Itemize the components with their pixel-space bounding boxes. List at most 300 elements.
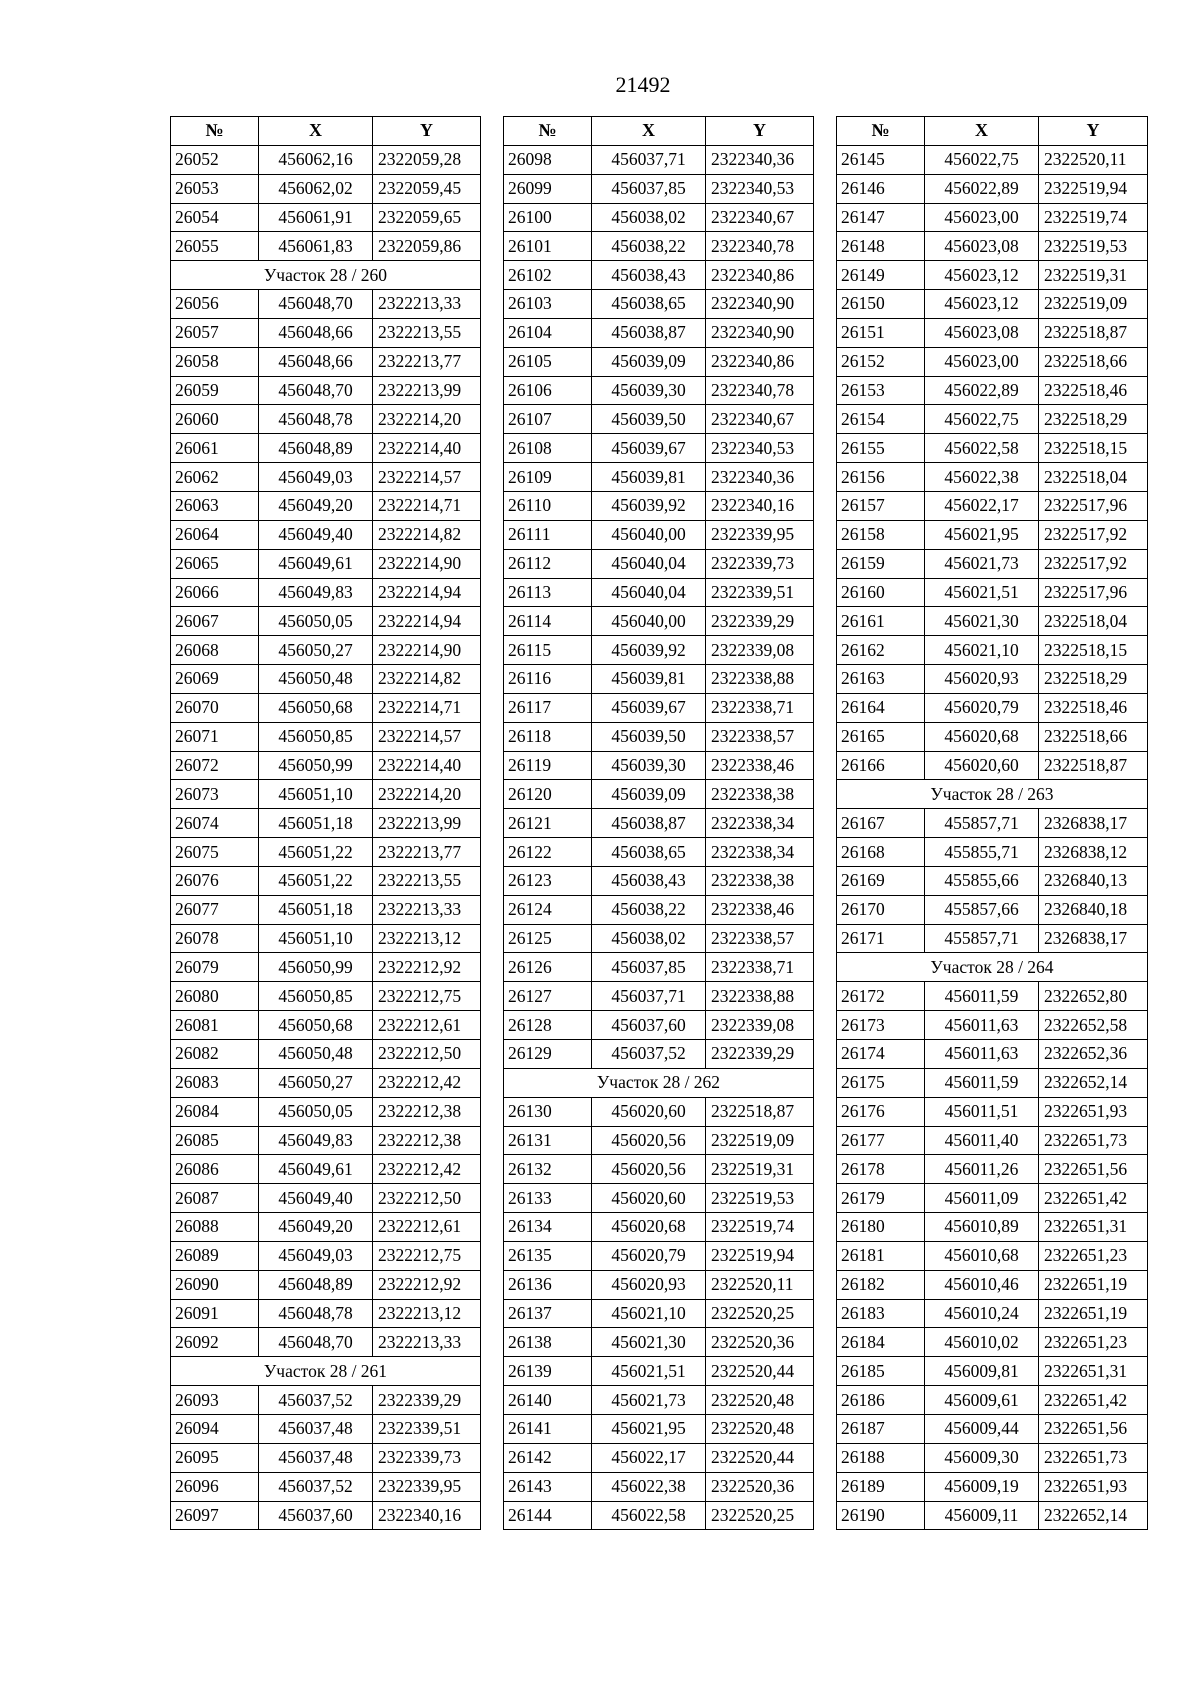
- y-coordinate: 2322339,73: [373, 1443, 481, 1472]
- table-row: [504, 434, 814, 463]
- y-coordinate: 2322519,94: [1039, 174, 1148, 203]
- point-number: 26126: [504, 953, 592, 982]
- point-number: 26076: [171, 866, 259, 895]
- y-coordinate: 2322520,25: [706, 1501, 814, 1530]
- point-number: 26153: [837, 376, 925, 405]
- table-row: [171, 838, 481, 867]
- section-row: [171, 261, 481, 290]
- y-coordinate: 2322212,50: [373, 1040, 481, 1069]
- x-coordinate: 456050,05: [259, 607, 373, 636]
- y-coordinate: 2322339,08: [706, 1011, 814, 1040]
- x-coordinate: 456020,68: [925, 722, 1039, 751]
- point-number: 26188: [837, 1443, 925, 1472]
- x-coordinate: 456037,60: [592, 1011, 706, 1040]
- y-coordinate: 2322651,73: [1039, 1443, 1148, 1472]
- point-number: 26166: [837, 751, 925, 780]
- table-row: [504, 1443, 814, 1472]
- table-row: [171, 434, 481, 463]
- y-coordinate: 2322518,87: [1039, 318, 1148, 347]
- point-number: 26101: [504, 232, 592, 261]
- table-row: [171, 1501, 481, 1530]
- y-coordinate: 2322214,94: [373, 578, 481, 607]
- point-number: 26066: [171, 578, 259, 607]
- y-coordinate: 2322339,29: [706, 607, 814, 636]
- y-coordinate: 2322651,42: [1039, 1184, 1148, 1213]
- header-number: №: [171, 117, 259, 146]
- x-coordinate: 456049,61: [259, 549, 373, 578]
- x-coordinate: 456021,95: [592, 1414, 706, 1443]
- point-number: 26157: [837, 491, 925, 520]
- point-number: 26189: [837, 1472, 925, 1501]
- point-number: 26107: [504, 405, 592, 434]
- table-row: [837, 838, 1148, 867]
- point-number: 26084: [171, 1097, 259, 1126]
- x-coordinate: 456010,89: [925, 1213, 1039, 1242]
- x-coordinate: 456037,71: [592, 145, 706, 174]
- y-coordinate: 2322340,53: [706, 434, 814, 463]
- y-coordinate: 2322518,46: [1039, 693, 1148, 722]
- table-row: [171, 1386, 481, 1415]
- table-row: [504, 578, 814, 607]
- table-row: [837, 1213, 1148, 1242]
- table-row: [837, 549, 1148, 578]
- table-row: [837, 636, 1148, 665]
- point-number: 26104: [504, 318, 592, 347]
- table-row: [171, 693, 481, 722]
- y-coordinate: 2322338,46: [706, 895, 814, 924]
- point-number: 26144: [504, 1501, 592, 1530]
- y-coordinate: 2322339,29: [373, 1386, 481, 1415]
- x-coordinate: 456048,89: [259, 1270, 373, 1299]
- header-x: X: [592, 117, 706, 146]
- point-number: 26138: [504, 1328, 592, 1357]
- x-coordinate: 456038,87: [592, 318, 706, 347]
- x-coordinate: 456038,22: [592, 895, 706, 924]
- x-coordinate: 456050,85: [259, 722, 373, 751]
- x-coordinate: 456050,68: [259, 1011, 373, 1040]
- x-coordinate: 456048,70: [259, 290, 373, 319]
- table-row: [171, 491, 481, 520]
- table-row: [171, 405, 481, 434]
- header-row: [837, 117, 1148, 146]
- x-coordinate: 456022,17: [592, 1443, 706, 1472]
- point-number: 26141: [504, 1414, 592, 1443]
- x-coordinate: 456049,03: [259, 1241, 373, 1270]
- table-row: [504, 1011, 814, 1040]
- section-title: Участок 28 / 261: [171, 1357, 481, 1386]
- point-number: 26146: [837, 174, 925, 203]
- point-number: 26168: [837, 838, 925, 867]
- point-number: 26162: [837, 636, 925, 665]
- y-coordinate: 2322212,92: [373, 1270, 481, 1299]
- point-number: 26077: [171, 895, 259, 924]
- point-number: 26173: [837, 1011, 925, 1040]
- x-coordinate: 456040,00: [592, 607, 706, 636]
- coordinates-table-1: [170, 116, 481, 1530]
- x-coordinate: 456050,85: [259, 982, 373, 1011]
- x-coordinate: 455855,66: [925, 866, 1039, 895]
- table-row: [837, 1501, 1148, 1530]
- x-coordinate: 456050,48: [259, 1040, 373, 1069]
- x-coordinate: 456020,79: [592, 1241, 706, 1270]
- section-row: [171, 1357, 481, 1386]
- y-coordinate: 2322059,86: [373, 232, 481, 261]
- table-row: [171, 376, 481, 405]
- table-row: [837, 1155, 1148, 1184]
- table-row: [171, 1155, 481, 1184]
- x-coordinate: 456037,52: [592, 1040, 706, 1069]
- point-number: 26052: [171, 145, 259, 174]
- table-row: [837, 722, 1148, 751]
- x-coordinate: 456050,99: [259, 953, 373, 982]
- table-row: [171, 1241, 481, 1270]
- y-coordinate: 2322652,36: [1039, 1040, 1148, 1069]
- point-number: 26058: [171, 347, 259, 376]
- x-coordinate: 456039,30: [592, 751, 706, 780]
- table-row: [504, 780, 814, 809]
- y-coordinate: 2322651,42: [1039, 1386, 1148, 1415]
- table-row: [171, 578, 481, 607]
- table-row: [171, 1126, 481, 1155]
- table-row: [837, 1270, 1148, 1299]
- y-coordinate: 2326840,18: [1039, 895, 1148, 924]
- table-row: [504, 376, 814, 405]
- y-coordinate: 2322339,29: [706, 1040, 814, 1069]
- x-coordinate: 456023,00: [925, 203, 1039, 232]
- table-row: [837, 866, 1148, 895]
- point-number: 26167: [837, 809, 925, 838]
- x-coordinate: 456011,63: [925, 1040, 1039, 1069]
- table-row: [504, 203, 814, 232]
- y-coordinate: 2322518,66: [1039, 347, 1148, 376]
- table-row: [504, 1270, 814, 1299]
- point-number: 26102: [504, 261, 592, 290]
- x-coordinate: 455855,71: [925, 838, 1039, 867]
- point-number: 26115: [504, 636, 592, 665]
- y-coordinate: 2322518,29: [1039, 405, 1148, 434]
- x-coordinate: 456037,60: [259, 1501, 373, 1530]
- y-coordinate: 2322338,88: [706, 665, 814, 694]
- table-row: [171, 520, 481, 549]
- point-number: 26069: [171, 665, 259, 694]
- x-coordinate: 456011,09: [925, 1184, 1039, 1213]
- point-number: 26105: [504, 347, 592, 376]
- table-row: [837, 693, 1148, 722]
- y-coordinate: 2322518,04: [1039, 607, 1148, 636]
- y-coordinate: 2322338,71: [706, 693, 814, 722]
- header-x: X: [259, 117, 373, 146]
- y-coordinate: 2322212,61: [373, 1213, 481, 1242]
- table-row: [837, 607, 1148, 636]
- x-coordinate: 456021,30: [592, 1328, 706, 1357]
- table-row: [171, 1443, 481, 1472]
- table-row: [837, 1443, 1148, 1472]
- table-row: [171, 174, 481, 203]
- table-row: [504, 982, 814, 1011]
- header-y: Y: [706, 117, 814, 146]
- x-coordinate: 456021,73: [592, 1386, 706, 1415]
- point-number: 26111: [504, 520, 592, 549]
- table-row: [504, 1328, 814, 1357]
- x-coordinate: 456050,68: [259, 693, 373, 722]
- y-coordinate: 2322214,57: [373, 463, 481, 492]
- section-title: Участок 28 / 264: [837, 953, 1148, 982]
- y-coordinate: 2322520,11: [1039, 145, 1148, 174]
- point-number: 26121: [504, 809, 592, 838]
- x-coordinate: 456062,02: [259, 174, 373, 203]
- x-coordinate: 456039,30: [592, 376, 706, 405]
- point-number: 26098: [504, 145, 592, 174]
- x-coordinate: 456038,43: [592, 261, 706, 290]
- table-row: [837, 1040, 1148, 1069]
- header-number: №: [504, 117, 592, 146]
- point-number: 26128: [504, 1011, 592, 1040]
- table-row: [171, 1414, 481, 1443]
- table-row: [504, 347, 814, 376]
- x-coordinate: 456037,71: [592, 982, 706, 1011]
- table-row: [171, 1299, 481, 1328]
- point-number: 26061: [171, 434, 259, 463]
- point-number: 26156: [837, 463, 925, 492]
- x-coordinate: 456011,63: [925, 1011, 1039, 1040]
- point-number: 26072: [171, 751, 259, 780]
- table-row: [171, 722, 481, 751]
- point-number: 26054: [171, 203, 259, 232]
- y-coordinate: 2322519,74: [706, 1213, 814, 1242]
- point-number: 26135: [504, 1241, 592, 1270]
- y-coordinate: 2322520,36: [706, 1472, 814, 1501]
- y-coordinate: 2322212,61: [373, 1011, 481, 1040]
- header-y: Y: [373, 117, 481, 146]
- y-coordinate: 2322651,56: [1039, 1414, 1148, 1443]
- point-number: 26179: [837, 1184, 925, 1213]
- point-number: 26088: [171, 1213, 259, 1242]
- x-coordinate: 456022,58: [925, 434, 1039, 463]
- header-x: X: [925, 117, 1039, 146]
- y-coordinate: 2322338,46: [706, 751, 814, 780]
- table-row: [837, 982, 1148, 1011]
- y-coordinate: 2322651,19: [1039, 1270, 1148, 1299]
- point-number: 26085: [171, 1126, 259, 1155]
- point-number: 26137: [504, 1299, 592, 1328]
- point-number: 26160: [837, 578, 925, 607]
- y-coordinate: 2322518,87: [706, 1097, 814, 1126]
- y-coordinate: 2322213,33: [373, 1328, 481, 1357]
- point-number: 26094: [171, 1414, 259, 1443]
- x-coordinate: 456051,22: [259, 866, 373, 895]
- table-row: [171, 1184, 481, 1213]
- point-number: 26086: [171, 1155, 259, 1184]
- y-coordinate: 2322340,36: [706, 145, 814, 174]
- point-number: 26125: [504, 924, 592, 953]
- table-row: [171, 203, 481, 232]
- table-row: [837, 232, 1148, 261]
- table-row: [504, 491, 814, 520]
- x-coordinate: 456040,04: [592, 549, 706, 578]
- point-number: 26123: [504, 866, 592, 895]
- coordinates-table-2: [503, 116, 814, 1530]
- point-number: 26060: [171, 405, 259, 434]
- x-coordinate: 456039,67: [592, 693, 706, 722]
- table-row: [837, 751, 1148, 780]
- x-coordinate: 456010,02: [925, 1328, 1039, 1357]
- y-coordinate: 2322651,23: [1039, 1328, 1148, 1357]
- table-row: [171, 549, 481, 578]
- table-row: [504, 290, 814, 319]
- section-title: Участок 28 / 260: [171, 261, 481, 290]
- x-coordinate: 456039,81: [592, 665, 706, 694]
- x-coordinate: 456049,83: [259, 1126, 373, 1155]
- y-coordinate: 2322338,57: [706, 722, 814, 751]
- table-row: [504, 1097, 814, 1126]
- x-coordinate: 456039,92: [592, 636, 706, 665]
- y-coordinate: 2322212,38: [373, 1126, 481, 1155]
- x-coordinate: 456061,91: [259, 203, 373, 232]
- point-number: 26090: [171, 1270, 259, 1299]
- table-row: [837, 1328, 1148, 1357]
- x-coordinate: 456009,30: [925, 1443, 1039, 1472]
- point-number: 26097: [171, 1501, 259, 1530]
- point-number: 26174: [837, 1040, 925, 1069]
- point-number: 26159: [837, 549, 925, 578]
- x-coordinate: 456050,48: [259, 665, 373, 694]
- y-coordinate: 2322520,11: [706, 1270, 814, 1299]
- y-coordinate: 2322340,78: [706, 376, 814, 405]
- point-number: 26083: [171, 1068, 259, 1097]
- x-coordinate: 456020,79: [925, 693, 1039, 722]
- point-number: 26136: [504, 1270, 592, 1299]
- point-number: 26116: [504, 665, 592, 694]
- y-coordinate: 2322213,33: [373, 290, 481, 319]
- table-row: [504, 1414, 814, 1443]
- table-row: [837, 174, 1148, 203]
- y-coordinate: 2322652,58: [1039, 1011, 1148, 1040]
- y-coordinate: 2322212,42: [373, 1155, 481, 1184]
- table-row: [171, 232, 481, 261]
- table-row: [504, 722, 814, 751]
- table-row: [171, 1097, 481, 1126]
- x-coordinate: 456011,51: [925, 1097, 1039, 1126]
- y-coordinate: 2322214,20: [373, 780, 481, 809]
- table-row: [504, 866, 814, 895]
- point-number: 26143: [504, 1472, 592, 1501]
- point-number: 26172: [837, 982, 925, 1011]
- x-coordinate: 456048,70: [259, 1328, 373, 1357]
- x-coordinate: 456049,40: [259, 520, 373, 549]
- point-number: 26114: [504, 607, 592, 636]
- point-number: 26071: [171, 722, 259, 751]
- table-row: [837, 203, 1148, 232]
- x-coordinate: 456022,89: [925, 376, 1039, 405]
- point-number: 26110: [504, 491, 592, 520]
- point-number: 26176: [837, 1097, 925, 1126]
- x-coordinate: 456021,51: [592, 1357, 706, 1386]
- x-coordinate: 456039,92: [592, 491, 706, 520]
- point-number: 26081: [171, 1011, 259, 1040]
- y-coordinate: 2322651,23: [1039, 1241, 1148, 1270]
- coordinates-table-3: [836, 116, 1148, 1530]
- x-coordinate: 456048,66: [259, 318, 373, 347]
- y-coordinate: 2322212,50: [373, 1184, 481, 1213]
- y-coordinate: 2322214,94: [373, 607, 481, 636]
- x-coordinate: 456009,61: [925, 1386, 1039, 1415]
- table-row: [837, 1472, 1148, 1501]
- x-coordinate: 456022,75: [925, 145, 1039, 174]
- y-coordinate: 2322212,75: [373, 982, 481, 1011]
- y-coordinate: 2322651,31: [1039, 1357, 1148, 1386]
- table-row: [171, 953, 481, 982]
- table-row: [171, 607, 481, 636]
- header-y: Y: [1039, 117, 1148, 146]
- point-number: 26112: [504, 549, 592, 578]
- table-row: [504, 1155, 814, 1184]
- y-coordinate: 2322520,44: [706, 1357, 814, 1386]
- x-coordinate: 456062,16: [259, 145, 373, 174]
- x-coordinate: 456038,02: [592, 924, 706, 953]
- table-row: [504, 953, 814, 982]
- y-coordinate: 2322340,53: [706, 174, 814, 203]
- point-number: 26118: [504, 722, 592, 751]
- y-coordinate: 2322214,57: [373, 722, 481, 751]
- table-row: [837, 1184, 1148, 1213]
- y-coordinate: 2322340,16: [706, 491, 814, 520]
- y-coordinate: 2322518,15: [1039, 636, 1148, 665]
- x-coordinate: 456021,73: [925, 549, 1039, 578]
- y-coordinate: 2322213,12: [373, 1299, 481, 1328]
- page-number: 21492: [615, 72, 671, 97]
- x-coordinate: 456038,02: [592, 203, 706, 232]
- table-row: [837, 665, 1148, 694]
- table-row: [837, 1241, 1148, 1270]
- point-number: 26131: [504, 1126, 592, 1155]
- x-coordinate: 456009,11: [925, 1501, 1039, 1530]
- point-number: 26075: [171, 838, 259, 867]
- point-number: 26148: [837, 232, 925, 261]
- y-coordinate: 2322519,09: [1039, 290, 1148, 319]
- point-number: 26117: [504, 693, 592, 722]
- y-coordinate: 2322340,16: [373, 1501, 481, 1530]
- x-coordinate: 456039,50: [592, 405, 706, 434]
- point-number: 26152: [837, 347, 925, 376]
- table-row: [504, 838, 814, 867]
- x-coordinate: 456022,58: [592, 1501, 706, 1530]
- x-coordinate: 456011,40: [925, 1126, 1039, 1155]
- table-row: [837, 1097, 1148, 1126]
- section-row: [837, 953, 1148, 982]
- table-row: [837, 1299, 1148, 1328]
- y-coordinate: 2322520,25: [706, 1299, 814, 1328]
- point-number: 26129: [504, 1040, 592, 1069]
- y-coordinate: 2322519,94: [706, 1241, 814, 1270]
- x-coordinate: 456048,89: [259, 434, 373, 463]
- x-coordinate: 456051,18: [259, 895, 373, 924]
- y-coordinate: 2322214,90: [373, 549, 481, 578]
- point-number: 26053: [171, 174, 259, 203]
- y-coordinate: 2322213,33: [373, 895, 481, 924]
- x-coordinate: 456050,05: [259, 1097, 373, 1126]
- y-coordinate: 2322340,90: [706, 318, 814, 347]
- y-coordinate: 2322520,48: [706, 1386, 814, 1415]
- table-row: [171, 318, 481, 347]
- point-number: 26096: [171, 1472, 259, 1501]
- table-row: [837, 261, 1148, 290]
- point-number: 26171: [837, 924, 925, 953]
- x-coordinate: 456050,27: [259, 636, 373, 665]
- table-row: [504, 809, 814, 838]
- table-row: [837, 347, 1148, 376]
- point-number: 26180: [837, 1213, 925, 1242]
- point-number: 26093: [171, 1386, 259, 1415]
